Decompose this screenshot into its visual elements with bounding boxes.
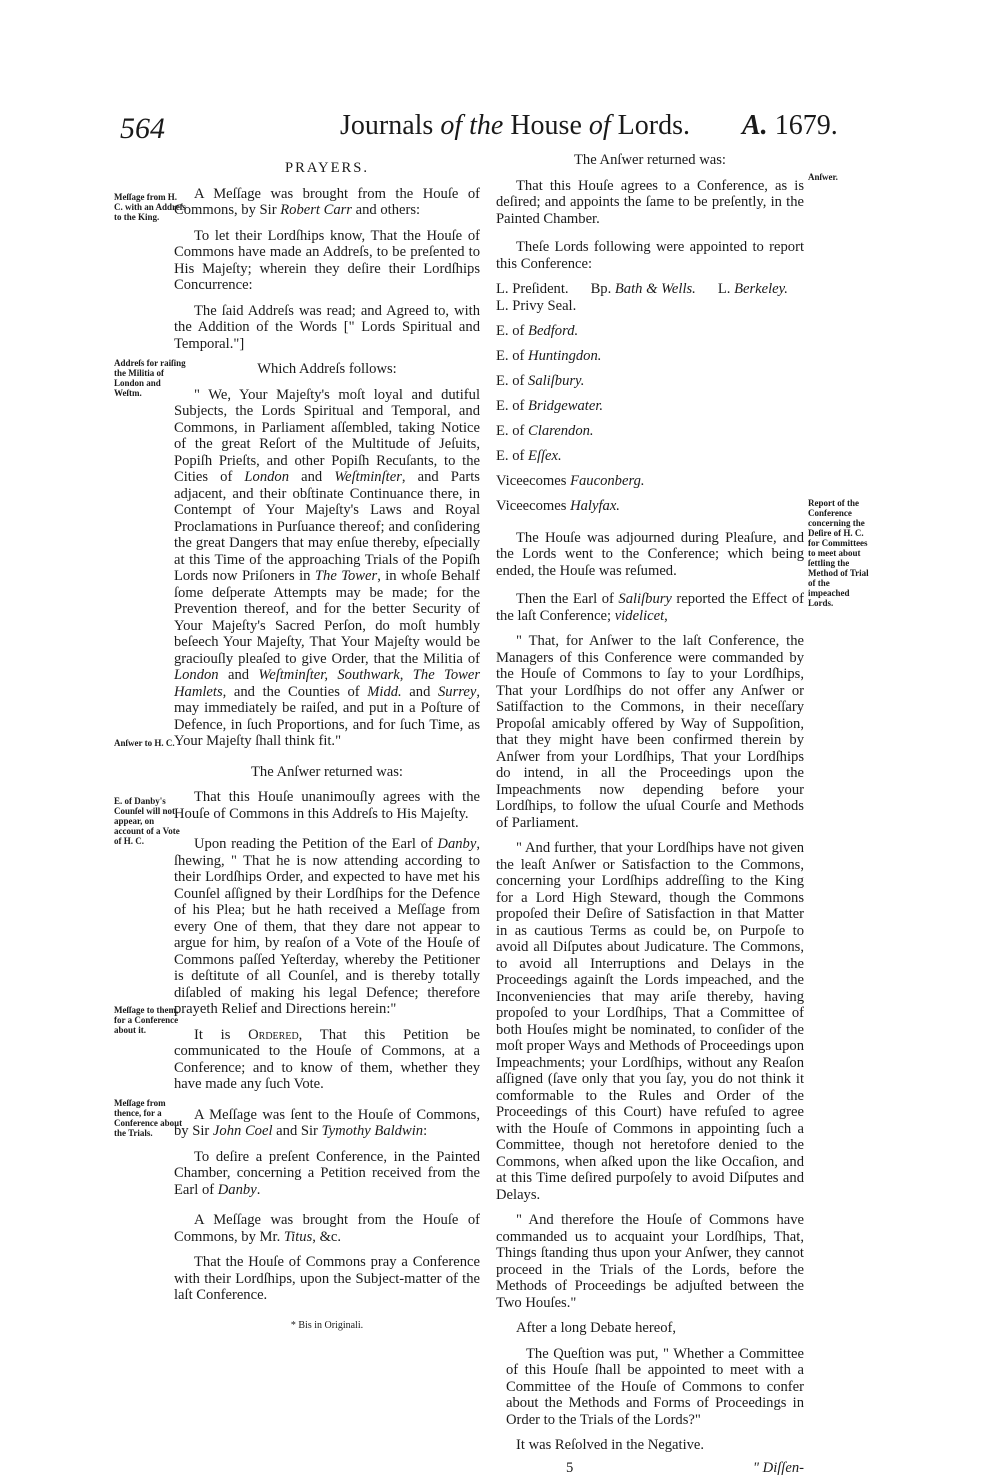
message-2: A Meſſage was ſent to the Houſe of Commons, by Sir John Coel and Sir Tymothy Baldwin: bbox=[174, 1106, 480, 1139]
earl-entry: E. of Bedford. bbox=[496, 322, 579, 339]
earls-list bbox=[496, 323, 804, 464]
message-2-body: To deſire a preſent Conference, in the Painted Chamber, concerning a Petition received from the Earl of Danby. bbox=[174, 1148, 480, 1198]
running-title: Journals of the House of Lords. bbox=[340, 110, 690, 141]
message-1: A Meſſage was brought from the Houſe of Commons, by Sir Robert Carr and others: bbox=[174, 185, 480, 218]
prayers-heading: PRAYERS. bbox=[284, 160, 369, 176]
address-text: " We, Your Majeſty's moſt loyal and dutiful Subjects, the Lords Spiritual and Temporal, and Commons, in Parliament aſſembled, taking Notice of the great Reſort of the Multitude of Jeſuits, Popiſh Prieſts, and other Popiſh Recuſants, to the Cities of London and Weſtminſter, and Parts adjacent, and their obſtinate Continuance there, in Contempt of Your Majeſty's Laws and Royal Proclamations in Purſuance thereof; and conſidering the great Dangers that may enſue thereby, eſpecially at this Time of the approaching Trials of the Popiſh Lords now Priſoners in The Tower, in whoſe Behalf ſome deſperate Attempts may be made; for the Prevention thereof, and for the better Security of Your Majeſty's Sacred Perſon, do moſt humbly beſeech Your Majeſty, That Your Majeſty would be graciouſly pleaſed to give Order, that the Militia of London and Weſtminſter, Southwark, The Tower Hamlets, and the Counties of Midd. and Surrey, may immediately be raiſed, and put in a Poſture of Defence, in ſuch Proportions, and for ſuch Time, as Your Majeſty ſhall think fit." bbox=[174, 386, 481, 749]
danby-petition: Upon reading the Petition of the Earl of Danby, ſhewing, " That he is now attending according to their Lordſhips Order, and expected to have met his Counſel aſſigned by their Lordſhips for the Defence of his Plea; but he hath received a Meſſage from every One of them, that they dare not appear to argue for him, by reaſon of a Vote of the Houſe of Commons paſſed Yeſterday, whereby the Petitioner is deſtitute of all Counſel, and is thereby totally diſabled of making his legal Defence; therefore prayeth Relief and Directions herein:" bbox=[174, 836, 480, 1017]
message-1-body: To let their Lordſhips know, That the Houſe of Commons have made an Addreſs, to be preſented to His Majeſty; wherein they deſire their Lordſhips Concurrence: bbox=[174, 227, 480, 293]
earl-entry: E. of Huntingdon. bbox=[496, 347, 602, 364]
margin-note-1: Meſſage from H. C. with an Addreſs to the King. bbox=[114, 192, 186, 222]
earl-entry: E. of Bridgewater. bbox=[496, 397, 604, 414]
ordered-paragraph: It is Ordered, That this Petition be communicated to the Houſe of Commons, at a Conference; and to know of them, whether they have made any ſuch Vote. bbox=[174, 1026, 480, 1092]
which-address-follows: Which Addreſs follows: bbox=[257, 361, 397, 377]
viscount-1: Viceecomes Fauconberg. bbox=[496, 472, 645, 489]
footnote: * Bis in Originali. bbox=[290, 1319, 364, 1331]
privy-seal: L. Privy Seal. bbox=[496, 297, 577, 314]
margin-note-5: Meſſage to them, for a Conference about it. bbox=[114, 1005, 179, 1035]
margin-note-4: E. of Danby's Counſel will not appear, on account of a Vote of H. C. bbox=[114, 796, 180, 846]
resolved: It was Reſolved in the Negative. bbox=[516, 1437, 705, 1453]
quote-3: " And therefore the Houſe of Commons have commanded us to acquaint your Lordſhips, That, Things ſtanding thus upon your Anſwer, they cannot proceed in the Trials of the Lords, before the Methods of Proceedings be adjuſted between the Two Houſes." bbox=[496, 1212, 804, 1311]
answer-heading-right: The Anſwer returned was: bbox=[574, 152, 726, 168]
message-3: A Meſſage was brought from the Houſe of Commons, by Mr. Titus, &c. bbox=[174, 1212, 480, 1245]
margin-note-3: Anſwer to H. C. bbox=[114, 738, 175, 748]
question: The Queſtion was put, " Whether a Committee of this Houſe ſhall be appointed to meet with a Committee of the Houſe of Commons to confer about the Methods and Forms of Proceedings in Order to the Trials of the Lords?" bbox=[506, 1345, 804, 1428]
page-number: 564 bbox=[120, 112, 165, 145]
margin-note-right-1: Anſwer. bbox=[808, 172, 838, 182]
address-read: The ſaid Addreſs was read; and Agreed to, with the Addition of the Words [" Lords Spiritual and Temporal."] bbox=[174, 302, 480, 352]
earl-entry: E. of Eſſex. bbox=[496, 447, 562, 464]
running-year: A. 1679. bbox=[742, 110, 838, 141]
adjourn-paragraph: The Houſe was adjourned during Pleaſure, and the Lords went to the Conference; which being ended, the Houſe was reſumed. bbox=[496, 529, 804, 579]
quote-1: " That, for Anſwer to the laſt Conference, the Managers of this Conference were commanded by the Houſe of Commons to ſay to your Lordſhips, That your Lordſhips do not offer any Anſwer or Satiſfaction to the Commons, in their neceſſary Propoſal amicably offered by Way of Suppoſition, that they might have been confirmed therein by Anſwer from your Lordſhips, That your Lordſhips do intend, in all the Proceedings upon the Impeachments now depending before your Lordſhips, to follow the uſual Courſe and Methods of Parliament. bbox=[496, 633, 804, 831]
message-3-body: That the Houſe of Commons pray a Conference with their Lordſhips, upon the Subject-matter of the laſt Conference. bbox=[174, 1254, 480, 1303]
right-column bbox=[496, 152, 804, 1476]
margin-note-right-2: Report of the Conference concerning the Deſire of H. C. for Committees to meet about ſettling the Method of Trial of the impeached Lords. bbox=[808, 498, 869, 608]
viscount-2: Viceecomes Halyfax. bbox=[496, 497, 620, 514]
margin-note-2: Addreſs for raiſing the Militia of London and Weſtm. bbox=[114, 358, 186, 398]
catchword: " Diſſen- bbox=[752, 1459, 804, 1476]
page-footer bbox=[496, 1460, 804, 1477]
answer-heading-left: The Anſwer returned was: bbox=[251, 763, 403, 780]
earl-entry: E. of Clarendon. bbox=[496, 422, 594, 439]
earl-entry: E. of Saliſbury. bbox=[496, 372, 585, 389]
signature-mark: 5 bbox=[566, 1459, 574, 1476]
lords-heading: Theſe Lords following were appointed to report this Conference: bbox=[496, 239, 804, 272]
answer-body-left: That this Houſe unanimouſly agrees with the Houſe of Commons in this Addreſs to His Majeſty. bbox=[174, 789, 480, 822]
report-paragraph: Then the Earl of Saliſbury reported the Effect of the laſt Conference; videlicet, bbox=[496, 591, 804, 624]
quote-2: " And further, that your Lordſhips have not given the leaſt Anſwer or Satisfaction to the Commons, concerning your Lordſhips addreſſing to the King for a Lord High Steward, though the Commons propoſed their Deſire of Satisfaction in that Matter in as cautious Terms as could be, on Purpoſe to avoid all Diſputes about Judicature. The Commons, to avoid all Interruptions and Delays in the Proceedings againſt the Lords impeached, and the Inconveniencies that may ariſe thereby, having propoſed to your Lordſhips, That a Committee of both Houſes might be nominated, to conſider of the moſt proper Ways and Methods of Proceedings upon Impeachments; your Lordſhips, without any Reaſon aſſigned (ſave only that you ſay, you do not think it comformable to the Rules and Order of the Proceedings of this Court) have refuſed to agree with the Houſe of Commons in appointing ſuch a Committee, though not heretofore denied to the Commons, when aſked upon the like Occaſion, and at this Time deſired purpoſely to avoid Diſputes and Delays. bbox=[496, 840, 804, 1203]
left-column bbox=[174, 160, 480, 1334]
answer-body-right: That this Houſe agrees to a Conference, as is deſired; and appoints the ſame to be preſently, in the Painted Chamber. bbox=[496, 177, 804, 227]
margin-note-6: Meſſage from thence, for a Conference about the Trials. bbox=[114, 1098, 183, 1138]
debate: After a long Debate hereof, bbox=[516, 1320, 677, 1336]
lords-first-row: L. Preſident. Bp. Bath & Wells. L. Berkeley. bbox=[496, 281, 788, 297]
